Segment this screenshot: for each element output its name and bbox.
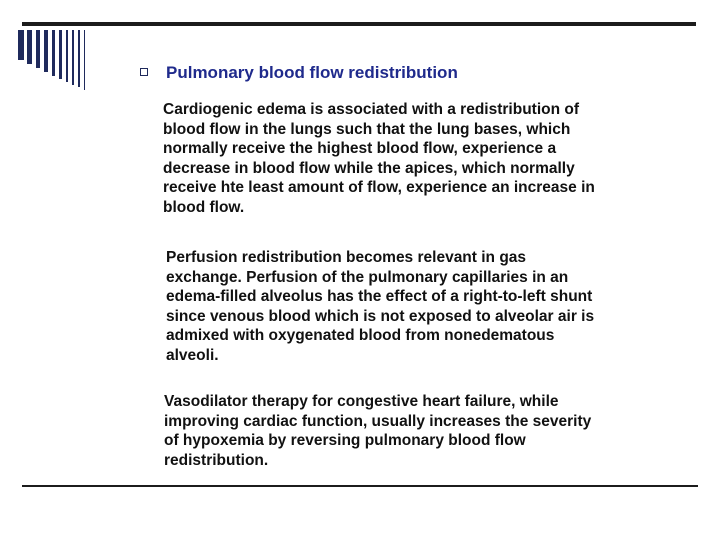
bar <box>78 30 80 87</box>
bar <box>36 30 40 68</box>
bar <box>44 30 48 72</box>
bar <box>52 30 55 76</box>
paragraph-cardiogenic-edema: Cardiogenic edema is associated with a redistribution of blood flow in the lungs such that the lung bases, which normally receive the highest blood flow, experience a decrease in blood flow while the apices, which normally receive hte least amount of flow, experience an increase in blood flow. <box>163 101 595 216</box>
bar <box>84 30 85 90</box>
top-rule <box>22 22 696 26</box>
bar <box>59 30 62 79</box>
slide-heading: Pulmonary blood flow redistribution <box>166 63 458 82</box>
square-outline-bullet-icon <box>140 68 148 76</box>
bar <box>18 30 24 60</box>
paragraph-perfusion-redistribution: Perfusion redistribution becomes relevant in gas exchange. Perfusion of the pulmonary capillaries in an edema-filled alveolus has the effect of a right-to-left shunt since venous blood which is not exposed to alveolar air is admixed with oxygenated blood from nonedematous alveoli. <box>166 249 595 364</box>
bar <box>66 30 68 82</box>
bottom-rule <box>22 485 698 487</box>
paragraph-vasodilator-therapy: Vasodilator therapy for congestive heart failure, while improving cardiac function, usually increases the severity of hypoxemia by reversing pulmonary blood flow redistribution. <box>164 393 592 469</box>
bar <box>72 30 74 85</box>
bar <box>27 30 32 64</box>
